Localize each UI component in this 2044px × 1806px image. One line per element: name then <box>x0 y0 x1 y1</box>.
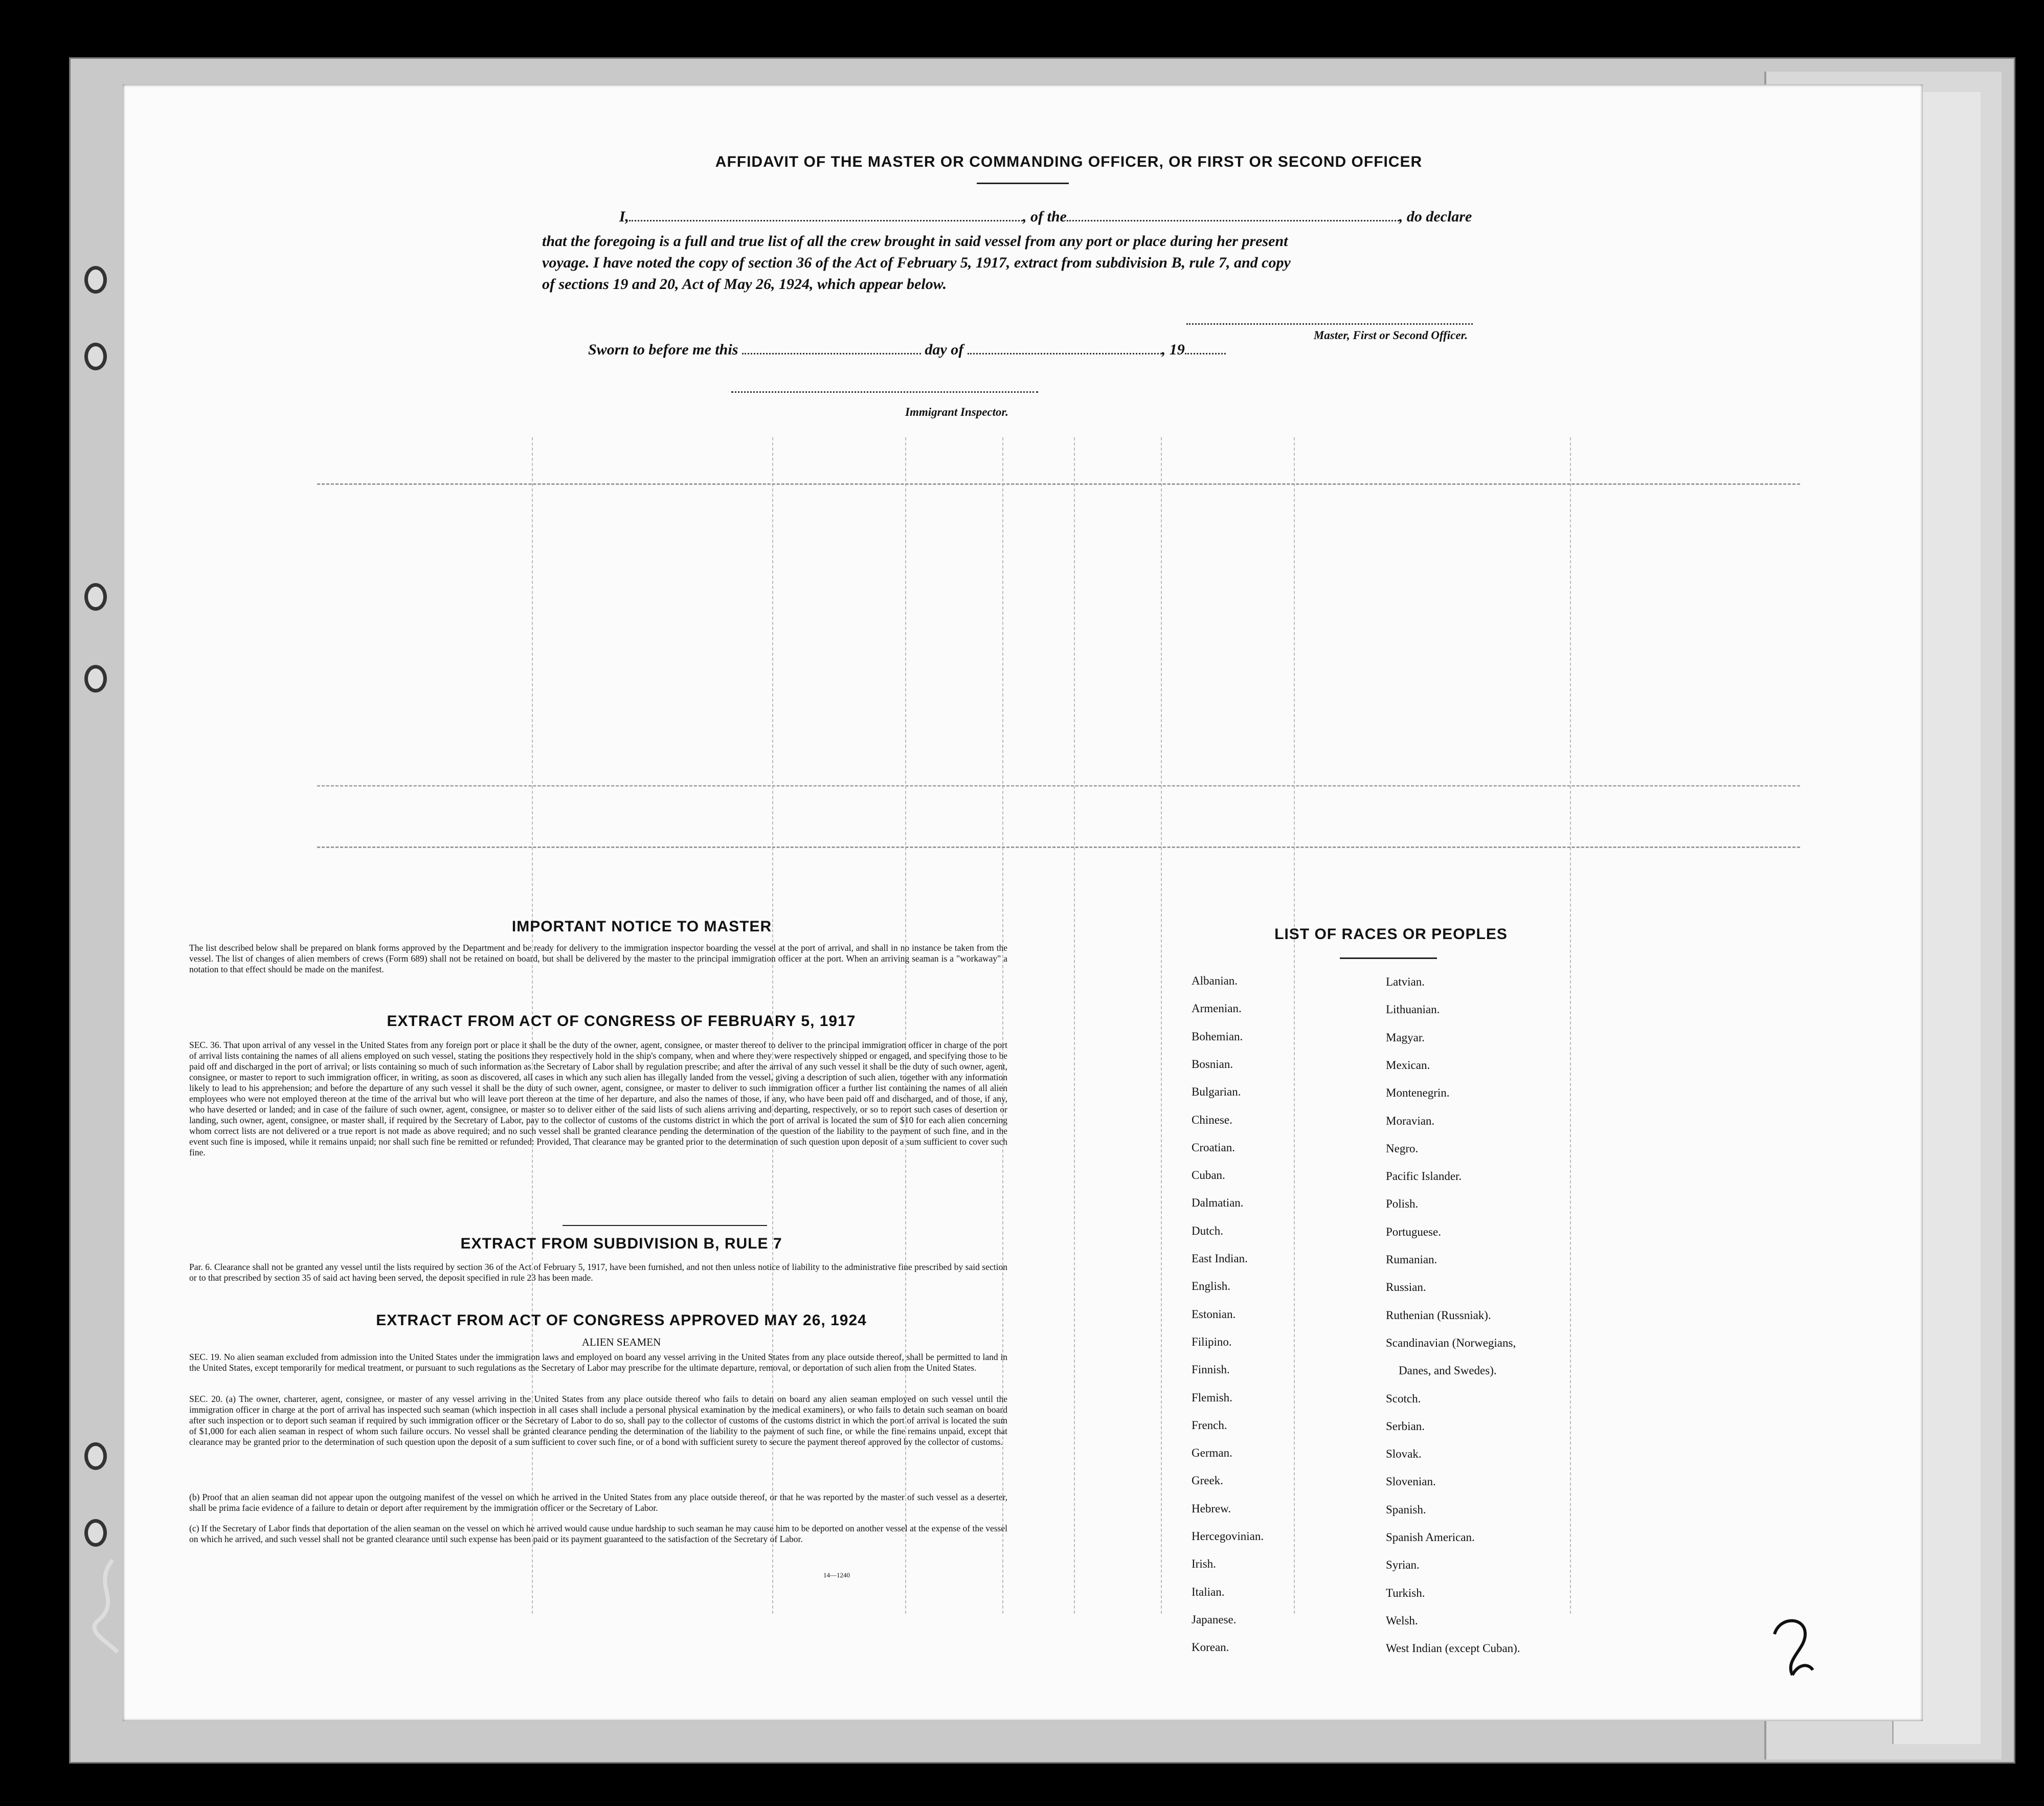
affidavit-line-2: that the foregoing is a full and true list of all the crew brought in said vessel from any port or place during her present <box>542 233 1288 250</box>
race-item: Hebrew. <box>1192 1502 1231 1515</box>
handwritten-mark-icon <box>77 1555 133 1657</box>
binder-ring-icon <box>84 583 107 611</box>
binder-ring-icon <box>84 1442 107 1470</box>
race-item: Welsh. <box>1386 1614 1418 1627</box>
extract-1917-title: EXTRACT FROM ACT OF CONGRESS OF FEBRUARY 5, 1917 <box>387 1013 856 1030</box>
binder-ring-icon <box>84 343 107 370</box>
races-title: LIST OF RACES OR PEOPLES <box>1274 926 1508 943</box>
race-item: Serbian. <box>1386 1419 1425 1433</box>
race-item: Polish. <box>1386 1197 1419 1211</box>
form-number: 14—1240 <box>823 1571 850 1579</box>
race-item: Japanese. <box>1192 1613 1237 1626</box>
sworn-line <box>588 341 1355 359</box>
bleed-through-line <box>1570 437 1571 1614</box>
bleed-through-row <box>317 483 1800 485</box>
race-item: Ruthenian (Russniak). <box>1386 1308 1491 1322</box>
race-item: Slovak. <box>1386 1447 1422 1461</box>
race-item: Finnish. <box>1192 1363 1230 1376</box>
race-item: Cuban. <box>1192 1169 1225 1182</box>
race-item: Magyar. <box>1386 1031 1425 1044</box>
race-item: Filipino. <box>1192 1335 1232 1348</box>
race-item: Scotch. <box>1386 1392 1421 1405</box>
race-item: West Indian (except Cuban). <box>1386 1642 1520 1655</box>
affidavit-title: AFFIDAVIT OF THE MASTER OR COMMANDING OFFICER, OR FIRST OR SECOND OFFICER <box>715 153 1423 170</box>
race-item: Chinese. <box>1192 1113 1232 1126</box>
race-item: Italian. <box>1192 1585 1225 1598</box>
race-item: Bulgarian. <box>1192 1085 1241 1099</box>
bleed-through-row <box>317 785 1800 787</box>
extract-1917-body: SEC. 36. That upon arrival of any vessel in the United States from any foreign port or place it shall be the duty of the owner, agent, consignee, or master thereof to deliver to the principal immigration officer in charge of the port of arrival lists containing the names of all aliens employed on such vessel, stating the positions they respectively hold in the ship's company, when and where they were respectively shipped or engaged, and specifying those to be paid off and discharged in the port of arrival; or lists containing so much of such information as the Secretary of Labor shall by regulation prescribe; and after the arrival of any such vessel it shall be the duty of such owner, agent, consignee, or master to report to such immigration officer, in writing, as soon as discovered, all cases in which any such alien has illegally landed from the vessel, giving a description of such alien, together with any information likely to lead to his apprehension; and before the departure of any such vessel it shall be the duty of such owner, agent, consignee, or master to deliver to such immigration officer a further list containing the names of all alien employees who were not employed thereon at the time of the arrival but who will leave port thereon at the time of her departure, and also the names of those, if any, who have been paid off and discharged, and of those, if any, who have deserted or landed; and in case of the failure of such owner, agent, consignee, or master so to deliver either of the said lists of such aliens arriving and departing, respectively, or so to report such cases of desertion or landing, such owner, agent, consignee, or master shall, if required by the Secretary of Labor, pay to the collector of customs of the customs district in which the port of arrival is located the sum of $10 for each alien concerning whom correct lists are not delivered or a true report is not made as above required; and no such vessel shall be granted clearance pending the determination of the question of the liability to the payment of such fine, and in the event such fine is imposed, while it remains unpaid; nor shall such fine be remitted or refunded: Provided, That clearance may be granted prior to the determination of such question upon deposit of a sum sufficient to cover such fine. <box>189 1040 1007 1157</box>
binder-ring-icon <box>84 1519 107 1547</box>
race-item: Bosnian. <box>1192 1057 1233 1071</box>
affidavit-i-label: I, <box>619 208 629 225</box>
race-item: French. <box>1192 1418 1227 1432</box>
race-item: Lithuanian. <box>1386 1003 1440 1016</box>
inspector-signature-line[interactable] <box>731 391 1038 393</box>
bleed-through-line <box>1074 437 1075 1614</box>
bleed-through-line <box>1161 437 1162 1614</box>
race-item: Irish. <box>1192 1557 1216 1571</box>
extract-1924-sec20b: (b) Proof that an alien seaman did not appear upon the outgoing manifest of the vessel on which he arrived in the United States from any place outside thereof, or that he was reported by the master of such vessel as a deserter, shall be prima facie evidence of a failure to detain or deport after requirement by the immigration officer or the Secretary of Labor. <box>189 1492 1007 1513</box>
races-title-rule <box>1340 957 1437 959</box>
race-item: Albanian. <box>1192 974 1238 987</box>
subdivision-b-body: Par. 6. Clearance shall not be granted any vessel until the lists required by section 36 of the Act of February 5, 1917, have been furnished, and not then unless notice of liability to the administrative fine prescribed by said section or to that prescribed by section 35 of said act having been served, the deposit specified in rule 23 has been made. <box>189 1262 1007 1283</box>
handwritten-mark-icon <box>1764 1614 1821 1680</box>
race-item: Spanish American. <box>1386 1531 1475 1544</box>
extract-1924-sec19: SEC. 19. No alien seaman excluded from admission into the United States under the immigration laws and employed on board any vessel arriving in the United States from any place outside thereof, shall be permitted to land in the United States, except temporarily for medical treatment, or pursuant to such regulations as the Secretary of Labor may prescribe for the ultimate departure, removal, or deportation of such alien from the United States. <box>189 1352 1007 1373</box>
race-item: Greek. <box>1192 1474 1223 1487</box>
race-item: Korean. <box>1192 1641 1229 1654</box>
race-item: Bohemian. <box>1192 1030 1243 1043</box>
race-item: Rumanian. <box>1386 1253 1437 1266</box>
section-rule <box>563 1225 767 1226</box>
extract-1924-title: EXTRACT FROM ACT OF CONGRESS APPROVED MAY 26, 1924 <box>376 1312 867 1329</box>
extract-1924-sec20c: (c) If the Secretary of Labor finds that deportation of the alien seaman on the vessel on which he arrived would cause undue hardship to such seaman he may cause him to be deported on another vessel at the expense of the vessel on which he arrived, and such vessel shall not be granted clearance until such expense has been paid or its payment guaranteed to the satisfaction of the Secretary of Labor. <box>189 1523 1007 1544</box>
race-item: Latvian. <box>1386 975 1425 988</box>
race-item: East Indian. <box>1192 1252 1248 1265</box>
race-item: Flemish. <box>1192 1391 1232 1404</box>
bleed-through-row <box>317 846 1800 848</box>
race-item: Moravian. <box>1386 1114 1435 1127</box>
notice-body: The list described below shall be prepared on blank forms approved by the Department and be ready for delivery to the immigration inspector boarding the vessel at the port of arrival, and shall in no instance be taken from the vessel. The list of changes of alien members of crews (Form 689) shall not be retained on board, but shall be delivered by the master to the principal immigration officer at the port. When an arriving seaman is a "workaway" a notation to that effect should be made on the manifest. <box>189 943 1007 974</box>
sworn-day-blank[interactable] <box>742 353 921 354</box>
race-item: Slovenian. <box>1386 1475 1436 1488</box>
race-item: Syrian. <box>1386 1558 1420 1572</box>
bleed-through-line <box>1294 437 1295 1614</box>
affidavit-line-4: of sections 19 and 20, Act of May 26, 1924, which appear below. <box>542 276 947 293</box>
inspector-caption: Immigrant Inspector. <box>905 406 1008 418</box>
race-item: Portuguese. <box>1386 1225 1441 1238</box>
binder-ring-icon <box>84 266 107 294</box>
race-item: Dalmatian. <box>1192 1196 1244 1210</box>
race-scandinavian-cont: Danes, and Swedes). <box>1399 1364 1497 1377</box>
race-item: Turkish. <box>1386 1586 1425 1599</box>
binder-ring-icon <box>84 665 107 693</box>
notice-title: IMPORTANT NOTICE TO MASTER <box>511 918 772 935</box>
race-item: Croatian. <box>1192 1141 1235 1154</box>
sworn-month-blank[interactable] <box>968 353 1162 354</box>
race-item: Pacific Islander. <box>1386 1170 1462 1183</box>
race-item: Russian. <box>1386 1281 1426 1294</box>
race-item: Mexican. <box>1386 1058 1430 1072</box>
race-item: Spanish. <box>1386 1503 1426 1516</box>
race-item: Estonian. <box>1192 1307 1236 1321</box>
affidavit-of-the: , of the <box>1023 208 1067 225</box>
title-rule <box>977 183 1069 184</box>
name-blank[interactable] <box>629 220 1023 221</box>
race-item: Dutch. <box>1192 1224 1223 1237</box>
day-of-label: day of <box>925 341 964 358</box>
affidavit-do-declare: , do declare <box>1399 208 1472 225</box>
sworn-label: Sworn to before me this <box>588 341 738 358</box>
extract-1924-sec20a: SEC. 20. (a) The owner, charterer, agent, consignee, or master of any vessel arriving in the United States from any place outside thereof who fails to detain on board any alien seaman employed on such vessel until the immigration officer in charge at the port of arrival has inspected such seaman (which inspection in all cases shall include a personal physical examination by the medical examiners), or who fails to detain such seaman on board after such inspection or to deport such seaman if required by such immigration officer or the Secretary of Labor to do so, shall pay to the collector of customs of the customs district in which the port of arrival is located the sum of $1,000 for each alien seaman in respect of whom such failure occurs. No vessel shall be granted clearance pending the determination of the liability to the payment of such fine, or while the fine remains unpaid, except that clearance may be granted prior to the determination of such question upon the deposit of a sum sufficient to cover such fine, or of a bond with sufficient surety to secure the payment thereof approved by the collector of customs. <box>189 1394 1007 1447</box>
master-signature-caption: Master, First or Second Officer. <box>1313 329 1468 342</box>
year-prefix: , 19 <box>1161 341 1185 358</box>
sworn-year-blank[interactable] <box>1185 353 1226 354</box>
race-item: Scandinavian (Norwegians, <box>1386 1336 1516 1349</box>
document-page <box>123 84 1923 1721</box>
race-item: English. <box>1192 1280 1231 1293</box>
subdivision-b-title: EXTRACT FROM SUBDIVISION B, RULE 7 <box>460 1235 782 1252</box>
race-item: Negro. <box>1386 1142 1419 1155</box>
race-item: Hercegovinian. <box>1192 1530 1264 1543</box>
vessel-blank[interactable] <box>1067 220 1399 221</box>
race-item: German. <box>1192 1446 1232 1460</box>
race-item: Armenian. <box>1192 1002 1242 1015</box>
master-signature-line[interactable] <box>1186 323 1473 325</box>
affidavit-line-1 <box>593 208 1642 226</box>
extract-1924-subtitle: ALIEN SEAMEN <box>581 1336 661 1348</box>
race-item: Montenegrin. <box>1386 1086 1450 1100</box>
affidavit-line-3: voyage. I have noted the copy of section 36 of the Act of February 5, 1917, extract from subdivision B, rule 7, and copy <box>542 254 1291 271</box>
